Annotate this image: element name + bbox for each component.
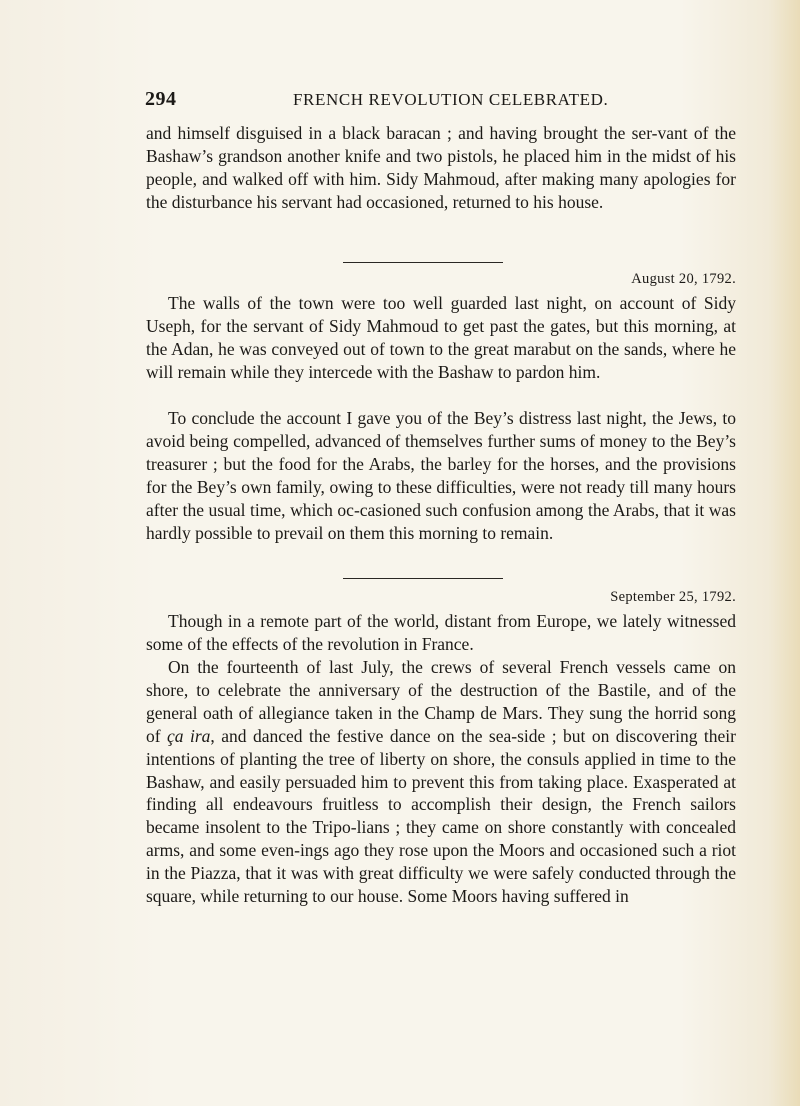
paragraph-text: , and danced the festive dance on the sea-side ; but on discovering their intentions of planting the tree of liberty on shore, the consuls applied in time to the Bashaw, and easily persuaded him to prevent this from taking place. Exasperated at finding all endeavours fruitless to accomplish their design, the French sailors became insolent to the Tripo-lians ; they came on shore constantly with concealed arms, and some even-ings ago they rose upon the Moors and occasioned such a riot in the Piazza, that it was with great difficulty we were safely conducted through the square, while returning to our house. Some Moors having suffered in: [146, 725, 736, 907]
paragraph-september-2: [146, 656, 736, 908]
page-header: [145, 88, 725, 118]
paragraph-september-1: Though in a remote part of the world, distant from Europe, we lately witnessed some of the effects of the revolution in France.: [146, 611, 736, 654]
running-head: FRENCH REVOLUTION CELEBRATED.: [293, 90, 609, 109]
dateline-day: September 25,: [610, 589, 698, 605]
paragraph-text: On the fourteenth of last July, the crews of several French vessels came on shore, to celebrate the anniversary of the destruction of the Bastile, and of the general oath of allegiance taken in the Champ de Mars. They sung the horrid song of: [146, 657, 736, 746]
dateline-august: [631, 271, 736, 288]
paragraph-august-2: To conclude the account I gave you of the Bey’s distress last night, the Jews, to avoid being compelled, advanced of themselves further sums of money to the Bey’s treasurer ; but the food for the Arabs, the barley for the horses, and the provisions for the Bey’s own family, owing to these difficulties, were not ready till many hours after the usual time, which oc-casioned such confusion among the Arabs, that it was hardly possible to prevail on them this morning to remain.: [146, 408, 736, 543]
page-number: 294: [145, 88, 177, 110]
paragraph-august-1: The walls of the town were too well guarded last night, on account of Sidy Useph, for the servant of Sidy Mahmoud to get past the gates, but this morning, at the Adan, he was conveyed out of town to the great marabut on the sands, where he will remain while they intercede with the Bashaw to pardon him.: [146, 293, 736, 382]
dateline-september: [610, 589, 736, 606]
dateline-year: 1792.: [701, 589, 736, 605]
section-rule: [343, 262, 503, 263]
section-rule: [343, 578, 503, 579]
dateline-year: 1792.: [701, 271, 736, 287]
paragraph-continuation: and himself disguised in a black baracan ; and having brought the ser-vant of the Bashaw’s grandson another knife and two pistols, he placed him in the midst of his people, and walked off with him. Sidy Mahmoud, after making many apologies for the disturbance his servant had occasioned, returned to his house.: [146, 123, 736, 212]
song-title: ça ira: [167, 725, 211, 746]
dateline-day: August 20,: [631, 271, 698, 287]
